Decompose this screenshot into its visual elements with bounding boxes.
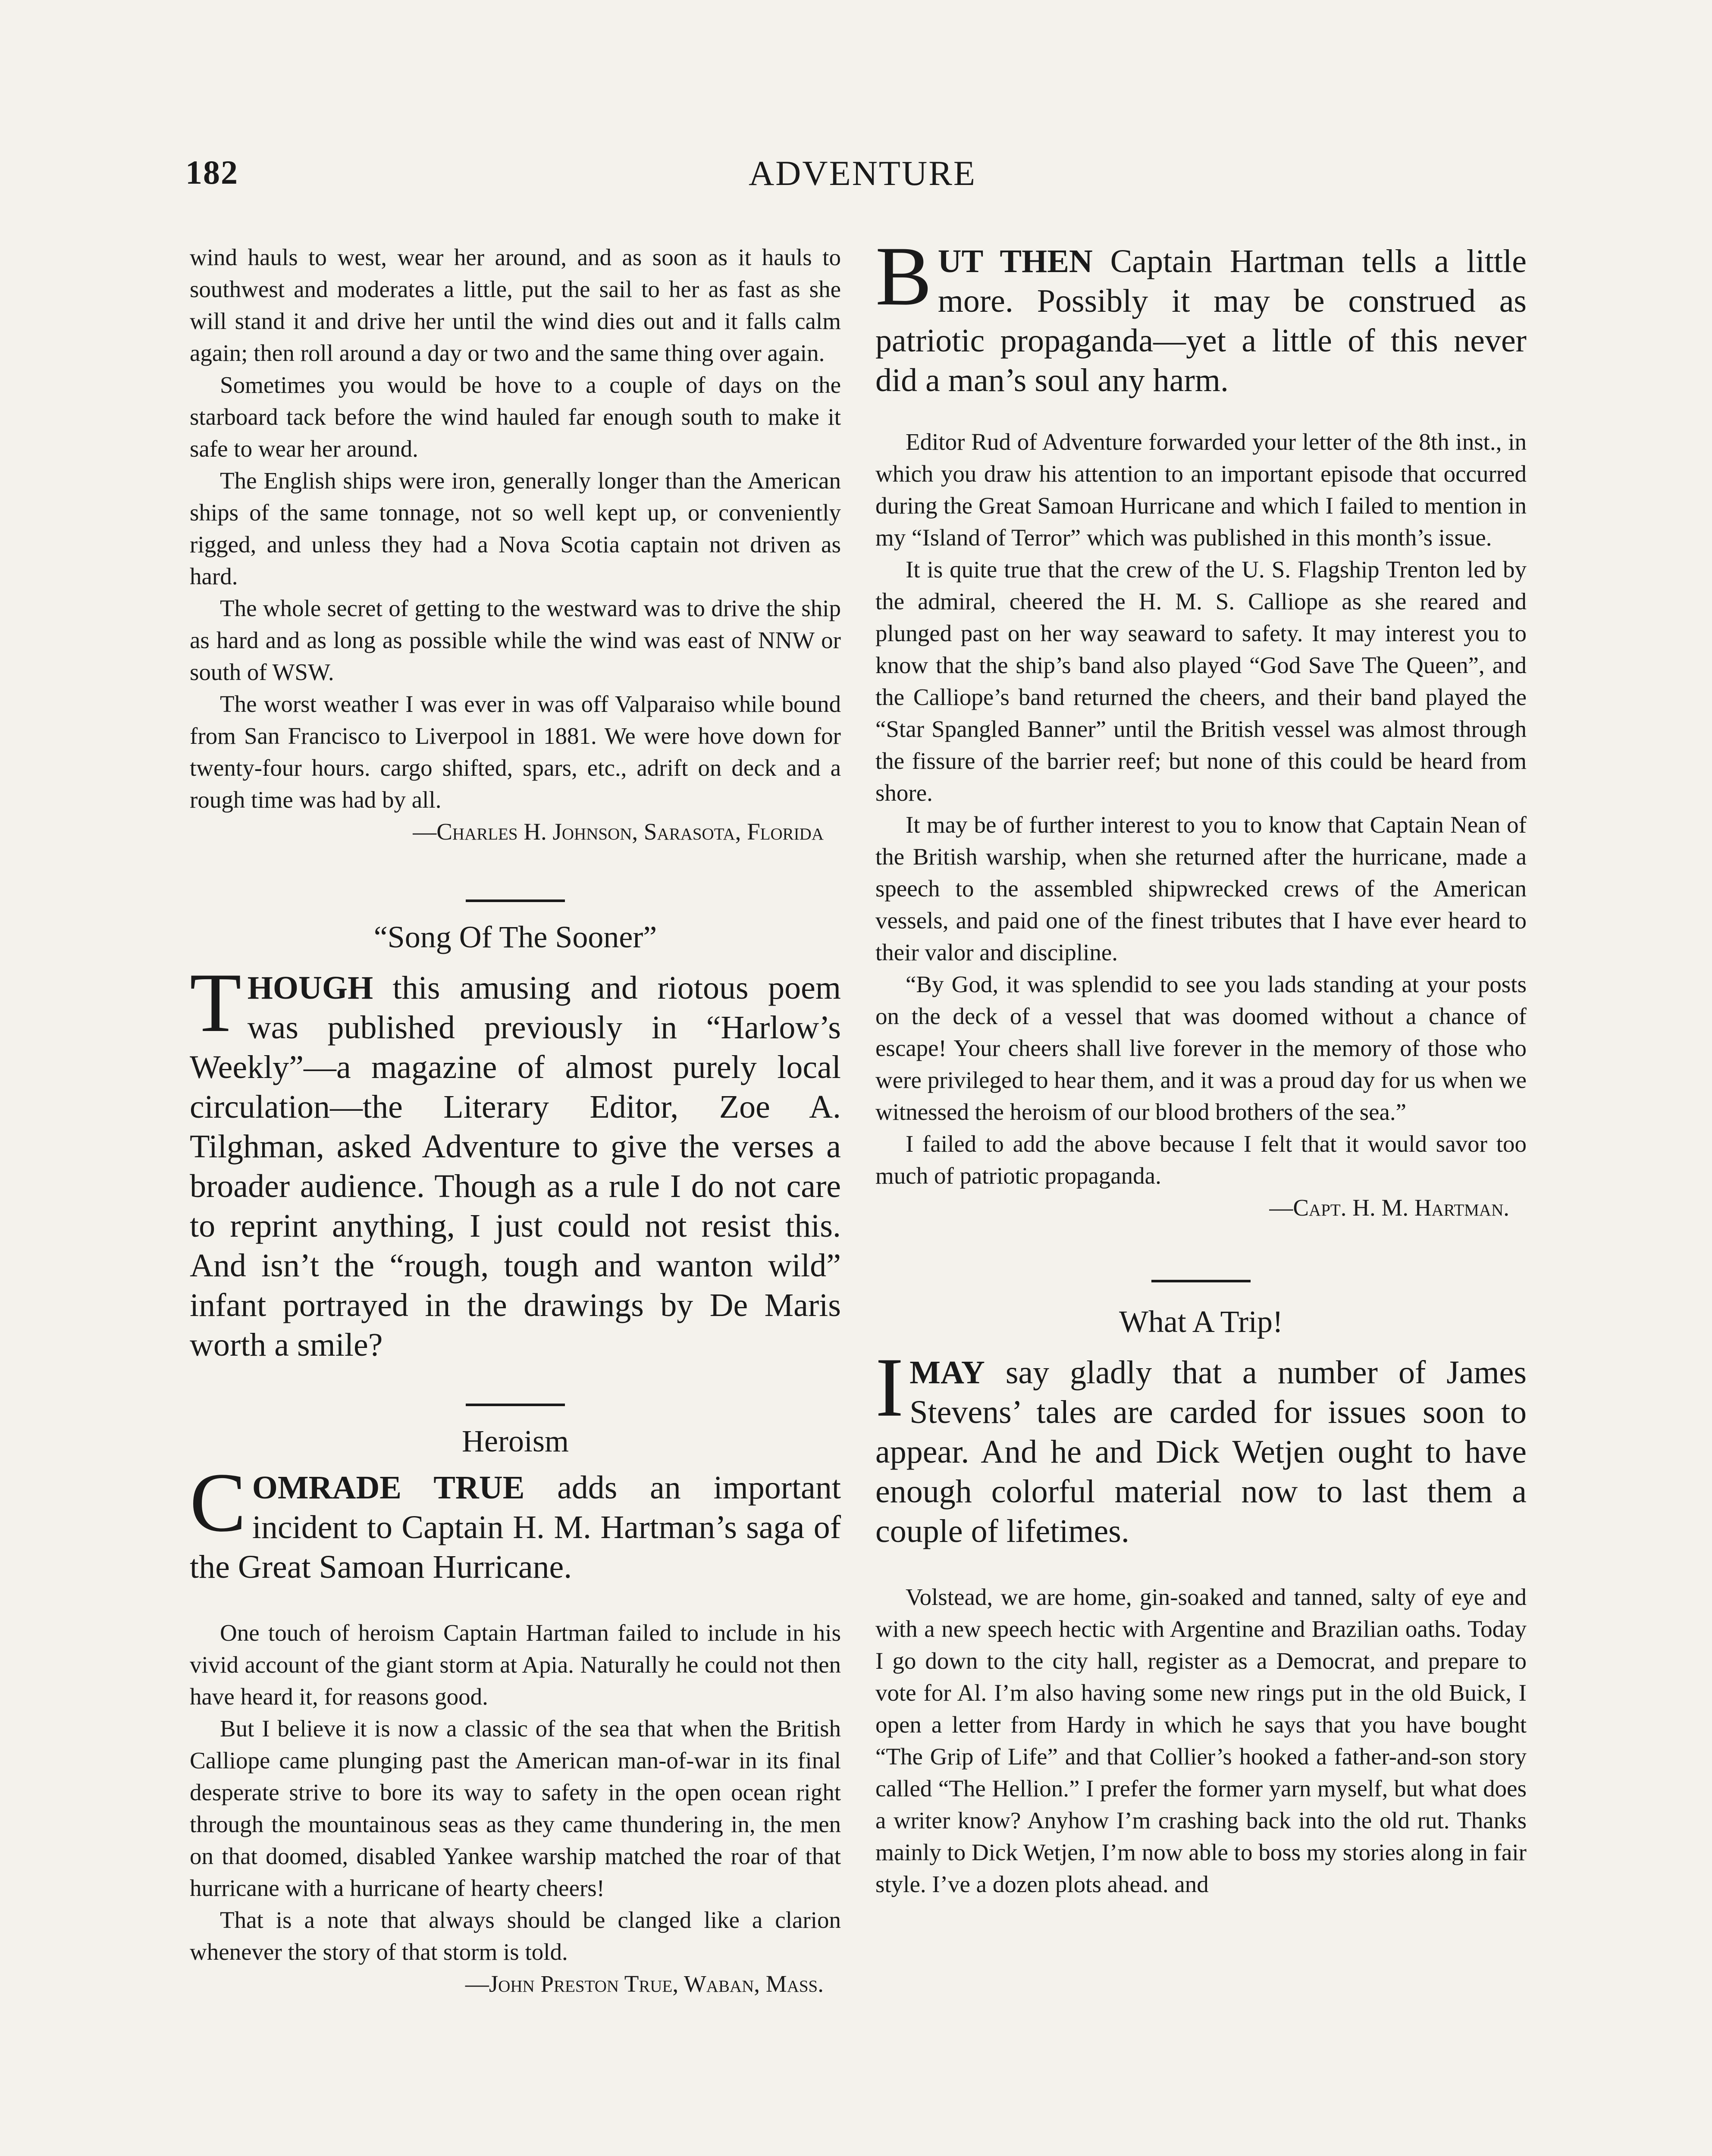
drop-cap: I [875, 1341, 904, 1434]
hartman-paragraph: “By God, it was splendid to see you lads standing at your posts on the deck of a vessel that was doomed without a chance of escape! Your cheers shall live forever in the memory of those who were privileged to hear them, and it was a proud day for us when we witnessed the heroism of our blood brothers of the sea.” [875, 971, 1527, 1125]
drop-cap: B [875, 229, 932, 323]
letter-signature: —Charles H. Johnson, Sarasota, Florida [413, 818, 824, 845]
running-title: ADVENTURE [748, 154, 977, 193]
intro-lead: HOUGH [247, 970, 373, 1006]
intro-lead: UT THEN [938, 243, 1093, 279]
intro-lead: MAY [909, 1354, 985, 1391]
page-number: 182 [185, 154, 238, 191]
intro-text: adds an important incident to Captain H. M. Hartman’s saga of the Great Samoan Hurricane. [190, 1470, 841, 1585]
letter-paragraph: wind hauls to west, wear her around, and as soon as it hauls to southwest and moderates a little, put the sail to her as fast as she will stand it and drive her until the wind dies out and it falls calm again; then roll around a day or two and the same thing over again. [190, 244, 841, 366]
letter-paragraph: The English ships were iron, generally longer than the American ships of the same tonnage, not so well kept up, or conveniently rigged, and unless they had a Nova Scotia captain not driven as hard. [190, 467, 841, 589]
hartman-paragraph: It may be of further interest to you to know that Captain Nean of the British warship, when she returned after the hurricane, made a speech to the assembled shipwrecked crews of the American vessels, and paid one of the finest tributes that I have ever heard to their valor and discipline. [875, 812, 1527, 965]
intro-text: say gladly that a number of James Stevens’ tales are carded for issues soon to appear. And he and Dick Wetjen ought to have enough colorful material now to last them a couple of lifetimes. [875, 1354, 1527, 1549]
hartman-paragraph: I failed to add the above because I felt that it would savor too much of patriotic propaganda. [875, 1131, 1527, 1189]
trip-paragraph: Volstead, we are home, gin-soaked and tanned, salty of eye and with a new speech hectic with Argentine and Brazilian oaths. Today I go down to the city hall, register as a Democrat, and prepare to vote for Al. I’m also having some new rings put in the old Buick, I open a letter from Hardy in which he says that you have bought “The Grip of Life” and that Collier’s hooked a father-and-son story called “The Hellion.” I prefer the former yarn myself, but what does a writer know? Anyhow I’m crashing back into the old rut. Thanks mainly to Dick Wetjen, I’m now able to boss my stories along in fair style. I’ve a dozen plots ahead. and [875, 1584, 1527, 1897]
intro-text: Captain Hartman tells a little more. Possibly it may be construed as patriotic propaganda—yet a little of this never did a man’s soul any harm. [875, 243, 1527, 398]
heroism-paragraph: One touch of heroism Captain Hartman failed to include in his vivid account of the giant storm at Apia. Naturally he could not then have heard it, for reasons good. [190, 1620, 841, 1710]
drop-cap: C [190, 1456, 246, 1549]
sooner-intro [190, 956, 841, 1365]
heroism-paragraph: That is a note that always should be clanged like a clarion whenever the story of that storm is told. [190, 1907, 841, 1965]
section-title-what-a-trip: What A Trip! [1119, 1304, 1283, 1339]
letter-paragraph: The whole secret of getting to the westward was to drive the ship as hard and as long as possible while the wind was east of NNW or south of WSW. [190, 595, 841, 685]
page-header [185, 153, 1540, 209]
left-column [190, 241, 841, 2000]
heroism-signature: —John Preston True, Waban, Mass. [465, 1971, 824, 1997]
trip-intro [875, 1341, 1527, 1551]
heroism-intro [190, 1456, 841, 1587]
intro-lead: OMRADE TRUE [252, 1470, 525, 1506]
hartman-intro [875, 229, 1527, 400]
hartman-signature: —Capt. H. M. Hartman. [1269, 1194, 1509, 1221]
section-title-heroism: Heroism [462, 1424, 569, 1458]
drop-cap: T [190, 956, 241, 1050]
right-column [875, 229, 1527, 1900]
section-title-song-of-the-sooner: “Song Of The Sooner” [373, 920, 657, 954]
letter-paragraph: Sometimes you would be hove to a couple of days on the starboard tack before the wind hauled far enough south to make it safe to wear her around. [190, 372, 841, 462]
heroism-paragraph: But I believe it is now a classic of the sea that when the British Calliope came plunging past the American man-of-war in its final desperate strive to bore its way to safety in the open ocean right through the mountainous seas as they came thundering in, the men on that doomed, disabled Yankee warship matched the roar of that hurricane with a hurricane of hearty cheers! [190, 1715, 841, 1901]
hartman-paragraph: It is quite true that the crew of the U. S. Flagship Trenton led by the admiral, cheered the H. M. S. Calliope as she reared and plunged past on her way seaward to safety. It may interest you to know that the ship’s band also played “God Save The Queen”, and the Calliope’s band returned the cheers, and their band played the “Star Spangled Banner” until the British vessel was almost through the fissure of the barrier reef; but none of this could be heard from shore. [875, 556, 1527, 806]
intro-text: this amusing and riotous poem was published previously in “Harlow’s Weekly”—a magazine of almost purely local circulation—the Literary Editor, Zoe A. Tilghman, asked Adventure to give the verses a broader audience. Though as a rule I do not care to reprint anything, I just could not resist this. And isn’t the “rough, tough and wanton wild” infant portrayed in the drawings by De Maris worth a smile? [190, 970, 841, 1363]
hartman-paragraph: Editor Rud of Adventure forwarded your letter of the 8th inst., in which you draw his attention to an important episode that occurred during the Great Samoan Hurricane and which I failed to mention in my “Island of Terror” which was published in this month’s issue. [875, 429, 1527, 551]
letter-paragraph: The worst weather I was ever in was off Valparaiso while bound from San Francisco to Liverpool in 1881. We were hove down for twenty-four hours. cargo shifted, spars, etc., adrift on deck and a rough time was had by all. [190, 691, 841, 813]
